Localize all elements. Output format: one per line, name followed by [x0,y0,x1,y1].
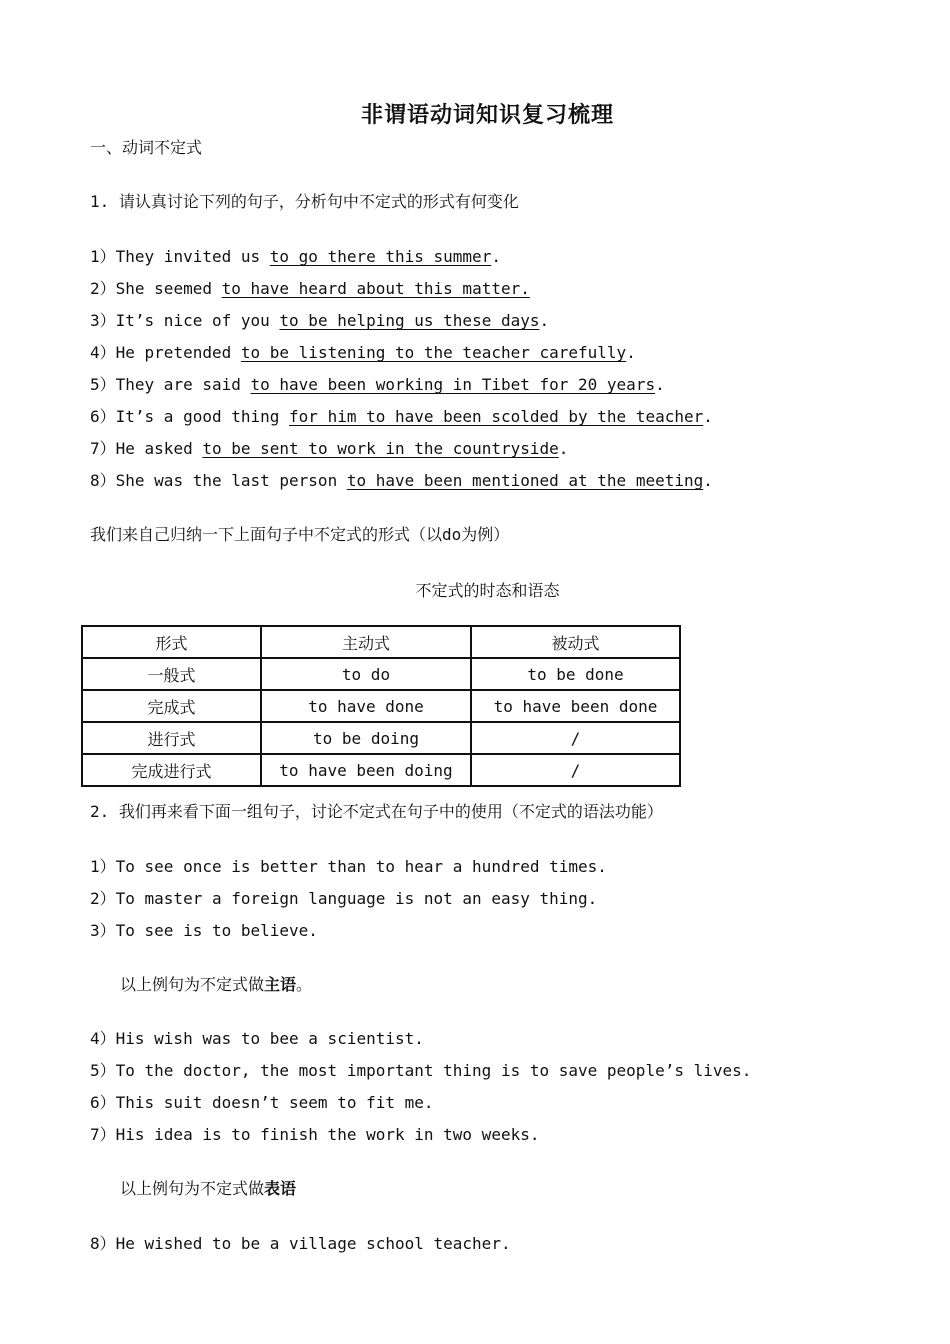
question-2: 2. 我们再来看下面一组句子，讨论不定式在句子中的使用（不定式的语法功能） [90,802,663,821]
sentence: 7）His idea is to finish the work in two weeks. [90,1125,540,1144]
sentence: 8）She was the last person to have been mentioned at the meeting. [90,471,713,490]
sentence: 5）To the doctor, the most important thing is to save people’s lives. [90,1061,752,1080]
question-1: 1. 请认真讨论下列的句子，分析句中不定式的形式有何变化 [90,192,519,211]
table-cell: 进行式 [82,722,261,754]
sentence: 6）This suit doesn’t seem to fit me. [90,1093,434,1112]
table-header: 主动式 [261,626,471,658]
table-cell: / [471,722,680,754]
infinitive-forms-table [81,625,681,787]
table-row [82,754,680,786]
section-heading: 一、动词不定式 [90,138,203,157]
sentence: 8）He wished to be a village school teacher. [90,1234,511,1253]
table-header-row [82,626,680,658]
table-cell: to have done [261,690,471,722]
table-row [82,690,680,722]
sentence: 3）It’s nice of you to be helping us these days. [90,311,550,330]
note-subject: 以上例句为不定式做主语。 [120,975,313,994]
note-predicative: 以上例句为不定式做表语 [120,1179,297,1198]
summary-prompt: 我们来自己归纳一下上面句子中不定式的形式（以do为例） [90,525,510,544]
table-header: 形式 [82,626,261,658]
sentence: 2）To master a foreign language is not an easy thing. [90,889,598,908]
table-cell: 完成进行式 [82,754,261,786]
table-cell: to have been doing [261,754,471,786]
table-cell: to have been done [471,690,680,722]
table-row [82,722,680,754]
table-cell: to do [261,658,471,690]
table-row [82,658,680,690]
sentence: 6）It’s a good thing for him to have been scolded by the teacher. [90,407,713,426]
sentence: 1）They invited us to go there this summer. [90,247,501,266]
table-cell: to be done [471,658,680,690]
table-cell: 完成式 [82,690,261,722]
page-title: 非谓语动词知识复习梳理 [360,102,614,128]
table-cell: to be doing [261,722,471,754]
table-cell: / [471,754,680,786]
sentence: 5）They are said to have been working in Tibet for 20 years. [90,375,665,394]
table-cell: 一般式 [82,658,261,690]
table-caption: 不定式的时态和语态 [415,581,560,600]
sentence: 1）To see once is better than to hear a hundred times. [90,857,607,876]
sentence: 3）To see is to believe. [90,921,318,940]
table-header: 被动式 [471,626,680,658]
sentence: 7）He asked to be sent to work in the countryside. [90,439,569,458]
sentence: 2）She seemed to have heard about this matter. [90,279,530,298]
sentence: 4）His wish was to bee a scientist. [90,1029,424,1048]
sentence: 4）He pretended to be listening to the teacher carefully. [90,343,636,362]
